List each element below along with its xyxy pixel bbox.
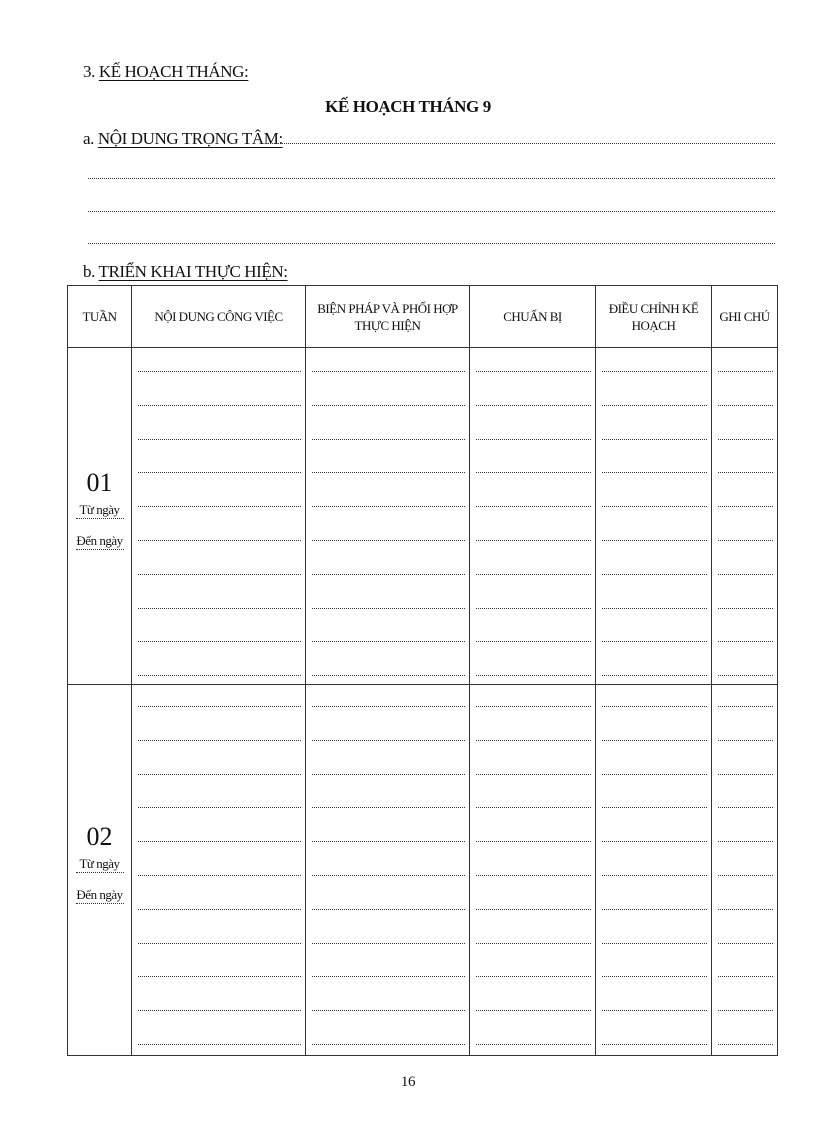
dotted-writing-line — [476, 943, 591, 944]
dotted-writing-line — [312, 540, 465, 541]
week-from-blank[interactable] — [76, 872, 124, 873]
dotted-writing-line — [138, 706, 301, 707]
dotted-writing-line — [138, 574, 301, 575]
dotted-writing-line — [476, 675, 591, 676]
dotted-writing-line — [718, 574, 773, 575]
week-cell — [68, 348, 132, 685]
dotted-writing-line — [718, 405, 773, 406]
week-to-blank[interactable] — [76, 903, 124, 904]
dotted-writing-line — [138, 875, 301, 876]
section-heading — [83, 62, 248, 82]
header-adjustment: ĐIỀU CHỈNH KẾ HOẠCH — [596, 286, 712, 348]
focus-fill-line-1 — [268, 143, 775, 144]
week-to-label: Đến ngày — [76, 533, 123, 548]
dotted-writing-line — [138, 976, 301, 977]
notes-cell[interactable] — [712, 685, 778, 1056]
dotted-writing-line — [718, 976, 773, 977]
dotted-writing-line — [718, 841, 773, 842]
dotted-writing-line — [718, 506, 773, 507]
dotted-writing-line — [602, 574, 707, 575]
dotted-writing-line — [718, 875, 773, 876]
week-from-label: Từ ngày — [79, 856, 120, 871]
dotted-writing-line — [602, 943, 707, 944]
dotted-writing-line — [718, 909, 773, 910]
dotted-writing-line — [602, 371, 707, 372]
dotted-writing-line — [476, 706, 591, 707]
dotted-writing-line — [312, 706, 465, 707]
header-notes: GHI CHÚ — [712, 286, 778, 348]
dotted-writing-line — [718, 439, 773, 440]
dotted-writing-line — [138, 774, 301, 775]
dotted-writing-line — [138, 675, 301, 676]
dotted-writing-line — [138, 641, 301, 642]
dotted-writing-line — [602, 774, 707, 775]
dotted-writing-line — [138, 740, 301, 741]
dotted-writing-line — [312, 506, 465, 507]
week-to-label: Đến ngày — [76, 887, 123, 902]
dotted-writing-line — [138, 472, 301, 473]
dotted-writing-line — [602, 472, 707, 473]
dotted-writing-line — [476, 976, 591, 977]
header-week: TUẦN — [68, 286, 132, 348]
dotted-writing-line — [312, 774, 465, 775]
dotted-writing-line — [718, 807, 773, 808]
dotted-writing-line — [718, 371, 773, 372]
dotted-writing-line — [476, 405, 591, 406]
dotted-writing-line — [312, 405, 465, 406]
dotted-writing-line — [312, 1010, 465, 1011]
week-number: 01 — [86, 468, 113, 497]
dotted-writing-line — [602, 439, 707, 440]
dotted-writing-line — [602, 976, 707, 977]
adjustment-cell[interactable] — [596, 348, 712, 685]
dotted-writing-line — [476, 506, 591, 507]
header-preparation: CHUẨN BỊ — [470, 286, 596, 348]
dotted-writing-line — [602, 641, 707, 642]
dotted-writing-line — [138, 540, 301, 541]
dotted-writing-line — [718, 472, 773, 473]
dotted-writing-line — [602, 875, 707, 876]
dotted-writing-line — [312, 641, 465, 642]
notes-cell[interactable] — [712, 348, 778, 685]
dotted-writing-line — [718, 943, 773, 944]
implementation-label: TRIỂN KHAI THỰC HIỆN: — [98, 262, 288, 281]
implementation-prefix: b. — [83, 262, 95, 281]
dotted-writing-line — [602, 540, 707, 541]
section-number: 3. — [83, 62, 95, 81]
week-from-blank[interactable] — [76, 518, 124, 519]
dotted-writing-line — [602, 706, 707, 707]
week-cell — [68, 685, 132, 1056]
implementation-heading — [83, 262, 288, 282]
dotted-writing-line — [476, 740, 591, 741]
dotted-writing-line — [718, 675, 773, 676]
dotted-writing-line — [476, 641, 591, 642]
table-row — [68, 685, 778, 1056]
dotted-writing-line — [602, 1044, 707, 1045]
focus-fill-line-4 — [88, 243, 775, 244]
dotted-writing-line — [138, 909, 301, 910]
header-work-content: NỘI DUNG CÔNG VIỆC — [132, 286, 306, 348]
week-to-blank[interactable] — [76, 549, 124, 550]
dotted-writing-line — [602, 909, 707, 910]
focus-prefix: a. — [83, 129, 94, 148]
dotted-writing-line — [718, 1044, 773, 1045]
dotted-writing-line — [312, 875, 465, 876]
dotted-writing-line — [312, 807, 465, 808]
dotted-writing-line — [718, 608, 773, 609]
dotted-writing-line — [476, 1010, 591, 1011]
section-title: KẾ HOẠCH THÁNG: — [98, 62, 249, 81]
work-content-cell[interactable] — [132, 685, 306, 1056]
measures-cell[interactable] — [306, 348, 470, 685]
dotted-writing-line — [312, 574, 465, 575]
dotted-writing-line — [476, 540, 591, 541]
focus-label: NỘI DUNG TRỌNG TÂM: — [97, 129, 283, 148]
dotted-writing-line — [476, 608, 591, 609]
dotted-writing-line — [602, 740, 707, 741]
plan-title: KẾ HOẠCH THÁNG 9 — [325, 97, 491, 116]
dotted-writing-line — [602, 1010, 707, 1011]
work-content-cell[interactable] — [132, 348, 306, 685]
dotted-writing-line — [312, 1044, 465, 1045]
dotted-writing-line — [718, 774, 773, 775]
plan-table — [67, 285, 778, 1056]
dotted-writing-line — [138, 841, 301, 842]
dotted-writing-line — [476, 875, 591, 876]
week-from-label: Từ ngày — [79, 502, 120, 517]
page-number: 16 — [400, 1074, 416, 1090]
dotted-writing-line — [476, 807, 591, 808]
focus-heading — [83, 129, 283, 149]
dotted-writing-line — [312, 943, 465, 944]
dotted-writing-line — [138, 506, 301, 507]
dotted-writing-line — [602, 506, 707, 507]
dotted-writing-line — [312, 740, 465, 741]
dotted-writing-line — [476, 841, 591, 842]
dotted-writing-line — [476, 909, 591, 910]
focus-fill-line-2 — [88, 178, 775, 179]
dotted-writing-line — [602, 675, 707, 676]
dotted-writing-line — [476, 371, 591, 372]
dotted-writing-line — [312, 472, 465, 473]
measures-cell[interactable] — [306, 685, 470, 1056]
dotted-writing-line — [718, 740, 773, 741]
dotted-writing-line — [476, 574, 591, 575]
dotted-writing-line — [138, 405, 301, 406]
table-header-row — [68, 286, 778, 348]
dotted-writing-line — [312, 976, 465, 977]
dotted-writing-line — [718, 1010, 773, 1011]
dotted-writing-line — [138, 1044, 301, 1045]
dotted-writing-line — [312, 371, 465, 372]
dotted-writing-line — [602, 608, 707, 609]
dotted-writing-line — [476, 472, 591, 473]
table-row — [68, 348, 778, 685]
dotted-writing-line — [312, 909, 465, 910]
dotted-writing-line — [602, 405, 707, 406]
dotted-writing-line — [312, 675, 465, 676]
week-number: 02 — [86, 822, 113, 851]
dotted-writing-line — [138, 1010, 301, 1011]
dotted-writing-line — [602, 807, 707, 808]
dotted-writing-line — [312, 841, 465, 842]
dotted-writing-line — [718, 540, 773, 541]
dotted-writing-line — [476, 1044, 591, 1045]
dotted-writing-line — [312, 608, 465, 609]
dotted-writing-line — [718, 706, 773, 707]
dotted-writing-line — [138, 943, 301, 944]
dotted-writing-line — [138, 371, 301, 372]
dotted-writing-line — [138, 439, 301, 440]
dotted-writing-line — [476, 439, 591, 440]
dotted-writing-line — [138, 608, 301, 609]
preparation-cell[interactable] — [470, 348, 596, 685]
dotted-writing-line — [312, 439, 465, 440]
dotted-writing-line — [476, 774, 591, 775]
preparation-cell[interactable] — [470, 685, 596, 1056]
dotted-writing-line — [718, 641, 773, 642]
header-measures: BIỆN PHÁP VÀ PHỐI HỢP THỰC HIỆN — [306, 286, 470, 348]
dotted-writing-line — [602, 841, 707, 842]
focus-fill-line-3 — [88, 211, 775, 212]
adjustment-cell[interactable] — [596, 685, 712, 1056]
dotted-writing-line — [138, 807, 301, 808]
